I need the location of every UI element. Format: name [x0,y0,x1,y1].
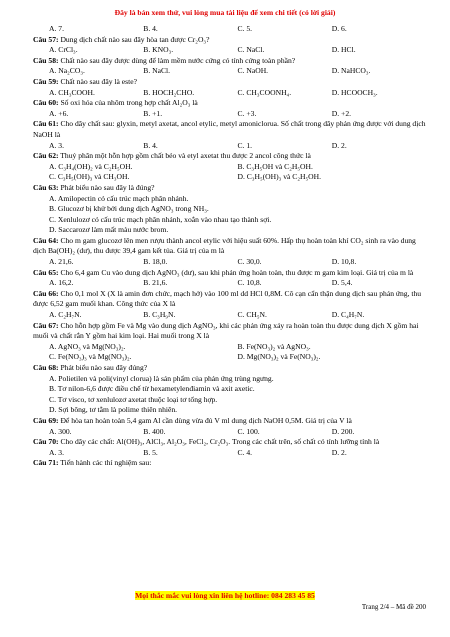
option-b: B. 21,6. [143,278,168,288]
q66-options [49,310,426,321]
option-b: B. Fe(NO₃)₂ và AgNO₃. [237,341,311,351]
question-label: Câu 67: [33,320,59,330]
question-label: Câu 60: [33,98,59,108]
question-label: Câu 58: [33,55,59,65]
question-67 [33,321,426,342]
option-d: D. Saccarozơ làm mất màu nước brom. [49,225,169,235]
question-66 [33,289,426,310]
option-d: D. +2. [331,108,352,118]
option-c: C. 1. [237,140,253,150]
option-c: C. 10,8. [237,278,262,288]
option-b: B. Glucozơ bị khử bởi dung dịch AgNO₃ trong NH₃. [49,204,209,214]
q58-options [49,66,426,77]
option-b: B. C₃H₅OH và C₂H₅OH. [237,161,313,171]
option-b: B. 4. [143,24,158,33]
option-b: B. 5. [143,447,158,457]
option-d: D. C₃H₅(OH)₃ và C₂H₅OH. [237,172,321,182]
question-65 [33,268,426,279]
question-text: Chất nào sau đây được dùng để làm mềm nước cứng có tính cứng toàn phần? [60,55,296,65]
option-a: A. CH₃COOH. [49,87,95,97]
option-d: D. Sợi bông, tơ tằm là polime thiên nhiên. [49,405,178,415]
question-label: Câu 63: [33,182,59,192]
option-a: A. CrCl₃. [49,45,78,55]
option-d: D. Mg(NO₃)₂ và Fe(NO₃)₂. [237,352,321,362]
question-label: Câu 71: [33,458,59,468]
option-b: B. KNO₃. [143,45,174,55]
option-b: B. HOCH₂CHO. [143,87,195,97]
question-text: Dung dịch chất nào sau đây hòa tan được Cr₂O₃? [60,34,210,44]
question-62 [33,151,426,162]
option-d: D. NaHCO₃. [331,66,371,76]
question-label: Câu 68: [33,363,59,372]
question-label: Câu 62: [33,151,59,161]
q59-options [49,88,426,99]
option-a: A. C₂H₇N. [49,310,82,320]
option-d: D. 5,4. [331,278,353,288]
question-label: Câu 59: [33,76,59,86]
question-text: Thuỷ phân một hỗn hợp gồm chất béo và etyl axetat thu được 2 ancol công thức là [60,151,311,161]
option-c: C. C₃H₅(OH)₃ và CH₃OH. [49,172,130,182]
option-c: C. NaOH. [237,66,269,76]
option-a: A. Polietilen và poli(vinyl clorua) là sản phẩm của phản ứng trùng ngưng. [49,373,274,383]
q57-options [49,45,426,56]
preview-banner: Đây là bản xem thử, vui lòng mua tài liệu để xem chi tiết (có lời giải) [114,8,336,17]
q67-options-row-2 [49,352,426,363]
option-d: D. 200. [331,426,355,436]
q67-options-row-1 [49,342,426,353]
option-d: D. 2. [331,447,347,457]
option-d: D. HCl. [331,45,356,55]
question-text: Tiến hành các thí nghiệm sau: [60,458,152,468]
option-b: B. Tơ nilon-6,6 được điều chế từ hexametylenđiamin và axit axetic. [49,384,255,394]
option-a: A. AgNO₃ và Mg(NO₃)₂. [49,341,126,351]
question-label: Câu 66: [33,288,59,298]
option-c: C. NaCl. [237,45,265,55]
question-text: Cho dãy các chất: Al(OH)₃, AlCl₃, Al₂O₃, FeCl₂, Cr₂O₃. Trong các chất trên, số chất có tính lưỡng tính là [60,437,380,447]
question-57 [33,35,426,46]
question-text: Phát biểu nào sau đây đúng? [60,363,148,372]
question-64 [33,236,426,257]
question-text: Số oxi hóa của nhôm trong hợp chất Al₂O₃ là [60,98,198,108]
q64-options [49,257,426,268]
question-70 [33,437,426,448]
q60-options [49,109,426,120]
question-59 [33,77,426,88]
option-b: B. +1. [143,108,163,118]
question-68 [33,363,426,374]
question-label: Câu 69: [33,415,59,425]
question-69 [33,416,426,427]
option-d: D. 2. [331,140,347,150]
q62-options-row-2 [49,172,426,183]
question-text: Chất nào sau đây là este? [60,76,137,86]
question-58 [33,56,426,67]
question-71 [33,458,426,469]
option-b: B. NaCl. [143,66,171,76]
question-60 [33,98,426,109]
option-a: A. 16,2. [49,278,74,288]
option-a: A. Amilopectin có cấu trúc mạch phân nhánh. [49,193,189,203]
option-b: B. 4. [143,140,158,150]
option-c: C. 5. [237,24,253,33]
q61-options [49,141,426,152]
question-label: Câu 57: [33,34,59,44]
option-c: C. CH₃COONH₄. [237,87,292,97]
option-b: B. C₃H₉N. [143,310,176,320]
q69-options [49,427,426,438]
q70-options [49,448,426,459]
option-d: D. C₄H₇N. [331,310,365,320]
question-label: Câu 61: [33,119,59,129]
q62-options-row-1 [49,162,426,173]
option-a: A. 3. [49,447,64,457]
question-text: Để hòa tan hoàn toàn 5,4 gam Al cần dùng vừa đủ V ml dung dịch NaOH 0,5M. Giá trị của V là [60,415,352,425]
option-a: A. 7. [49,24,64,33]
question-text: Cho m gam glucozơ lên men rượu thành ancol etylic với hiệu suất 60%. Hấp thụ hoàn toàn khí CO₂ sinh ra vào dung dịch Ba(OH)₂ (dư), thu được 39,4 gam kết tủa. Giá trị của m là [33,235,416,256]
hotline-footer [0,591,450,600]
option-a: A. +6. [49,108,69,118]
option-b: B. 400. [143,426,166,436]
option-c: C. Fe(NO₃)₃ và Mg(NO₃)₂. [49,352,132,362]
question-label: Câu 70: [33,437,59,447]
hotline-text: Mọi thắc mắc vui lòng xin liên hệ hotline: 084 283 45 85 [135,591,315,600]
option-a: A. Na₂CO₃. [49,66,85,76]
question-text: Cho dãy chất sau: glyxin, metyl axetat, ancol etylic, metyl amoniclorua. Số chất trong dãy phản ứng được với dung dịch NaOH là [33,119,426,139]
question-text: Cho 6,4 gam Cu vào dung dịch AgNO₃ (dư), sau khi phản ứng hoàn toàn, thu được m gam kim loại. Giá trị của m là [60,267,414,277]
option-c: C. 4. [237,447,253,457]
option-d: D. HCOOCH₃. [331,87,378,97]
question-text: Cho hỗn hợp gồm Fe và Mg vào dung dịch AgNO₃, khi các phản ứng xảy ra hoàn toàn thu được dung dịch X gồm hai muối và chất rắn Y gồm hai kim loại. Hai muối trong X là [33,320,419,341]
option-c: C. +3. [237,108,257,118]
option-b: B. 18,0. [143,257,168,267]
question-text: Cho 0,1 mol X (X là amin đơn chức, mạch hở) vào 100 ml dd HCl 0,8M. Cô cạn cẩn thận dung dịch sau phản ứng, thu được 6,52 gam muối khan. Công thức của X là [33,288,422,309]
option-c: C. 100. [237,426,260,436]
option-d: D. 6. [331,24,347,33]
q65-options [49,278,426,289]
option-a: A. 21,6. [49,257,74,267]
option-c: C. Xenlulozơ có cấu trúc mạch phân nhánh, xoắn vào nhau tạo thành sợi. [49,214,272,224]
option-a: A. 300. [49,426,72,436]
q56-options [49,24,426,35]
option-a: A. 3. [49,140,64,150]
question-61 [33,119,426,140]
option-c: C. Tơ visco, tơ xenlulozơ axetat thuộc loại tơ tổng hợp. [49,394,218,404]
option-a: A. C₃H₄(OH)₂ và C₂H₅OH. [49,161,133,171]
option-c: C. 30,0. [237,257,262,267]
question-text: Phát biểu nào sau đây là đúng? [60,182,155,192]
page-number: Trang 2/4 – Mã đề 200 [361,603,426,611]
exam-content [33,24,426,469]
question-label: Câu 65: [33,267,59,277]
question-63 [33,183,426,194]
option-d: D. 10,8. [331,257,357,267]
question-label: Câu 64: [33,235,59,245]
option-c: C. CH₅N. [237,310,267,320]
